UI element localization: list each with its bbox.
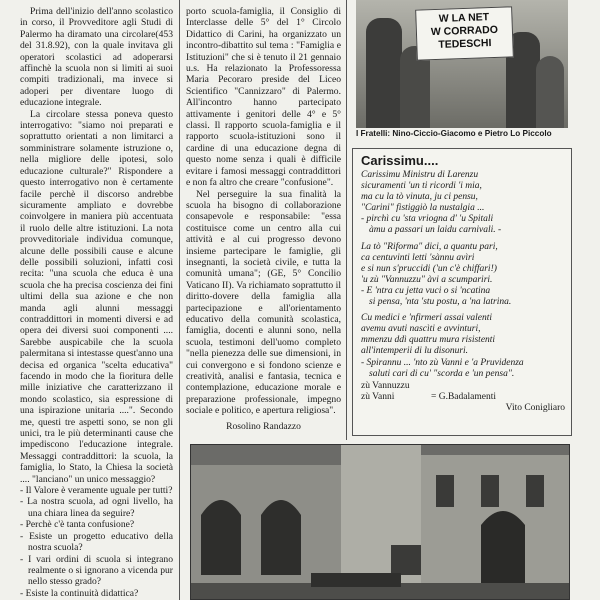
poem-line: saluti cari di cu' "scorda e 'un pensa". — [369, 368, 515, 379]
arched-window — [261, 500, 301, 575]
column-divider — [179, 0, 180, 600]
article-author: Rosolino Randazzo — [226, 420, 301, 432]
question-item: - Il Valore è veramente uguale per tutti? — [20, 485, 173, 497]
poem-line: avemu avuti nascìti e avvinturi, — [361, 324, 481, 335]
arched-window — [201, 500, 241, 575]
article-paragraph: Prima dell'inizio dell'anno scolastico in corso, il Provveditore agli Studi di Palermo ha diramato una circolare(453 del 31.8.92), con la quale invitava gli operatori scolastici ad adoperarsi affinchè la scuola non si limiti ai suoi compiti tradizionali, ma invece si adoperi per diventare luogo di educazione integrale. — [20, 6, 173, 109]
poem-line: ca centuvinti letti 'sànnu avìri — [361, 252, 475, 263]
window — [481, 475, 499, 507]
sign-line: W LA NET — [438, 11, 490, 25]
poem-line: - E 'ntra cu jetta vuci o si 'ncatina — [361, 285, 491, 296]
question-list — [20, 485, 173, 599]
poem-line: si pensa, 'nta 'stu postu, a 'na latrina. — [369, 297, 512, 308]
poem-box — [352, 148, 572, 436]
column-divider — [346, 0, 347, 440]
poem-line: "Carini" fistiggiò la nustalgia ... — [361, 203, 485, 214]
poem-line: Cu medici e 'nfirmeri assai valenti — [361, 313, 493, 324]
poem-line: La tò "Riforma" dici, a quantu pari, — [361, 241, 498, 252]
window — [526, 475, 544, 507]
poem-stanza — [361, 242, 565, 309]
street-scene-illustration — [191, 445, 570, 600]
photo-street-building — [190, 444, 570, 600]
question-item: - Perchè c'è tanta confusione? — [20, 519, 135, 531]
sign-line: W CORRADO — [430, 23, 499, 39]
signoff-name: zù Vannuzzu — [361, 380, 410, 391]
photo-caption: I Fratelli: Nino-Ciccio-Giacomo e Pietro Lo Piccolo — [356, 129, 552, 138]
poem-signoff — [361, 381, 565, 392]
question-item: - La nostra scuola, ad ogni livello, ha una chiara linea da seguire? — [20, 496, 173, 519]
protest-sign — [415, 6, 514, 60]
question-item: - Esiste la continuità didattica? — [20, 587, 139, 599]
poem-stanza — [361, 313, 565, 380]
poem-line: - pirchì cu 'sta vriogna d' 'u Spitali — [361, 214, 494, 225]
poem-line: sicuramenti 'un ti ricordi 'i mia, — [361, 181, 482, 192]
child-figure — [366, 18, 402, 128]
poem-line: Carissimu Ministru di Larenzu — [361, 170, 479, 180]
window — [436, 475, 454, 507]
signoff-name: zù Vanni — [361, 391, 395, 402]
poem-line: àmu a passari un laidu carnivali. - — [369, 225, 502, 236]
question-item: - I vari ordini di scuola si integrano realmente o si ignorano a vicenda pur nello stesso grado? — [20, 553, 173, 588]
poem-line: - Spirannu ... 'nto zù Vanni e 'a Pruvidenza — [361, 357, 524, 368]
question-item: - Esiste un progetto educativo della nostra scuola? — [20, 530, 173, 554]
poem-signoff — [361, 392, 565, 403]
poem-line: 'u zù "Vannuzzu" àvi a scumpariri. — [361, 274, 493, 285]
photo-brothers-with-sign — [356, 0, 568, 128]
poem-stanza — [361, 170, 565, 237]
article-column-2 — [186, 0, 341, 432]
article-paragraph: Nel perseguire la sua finalità la scuola ha bisogno di collaborazione consapevole e responsabile: "essa costituisce come un centro alla cui attività e al cui progresso devono insieme partecipare le famiglie, gli insegnanti, la società civile, e tutta la comunità umana"; (GE, 5° Concilio Vaticano II). Va richiamato soprattutto il diritto-dovere della famiglia alla partecipazione e all'orientamento educativo della comunità scolastica, famiglia, docenti e alunni sono, nella scuola, testimoni dell'uomo completo "nella pienezza delle sue dimensioni, in cui convergono e si fondono scienze e creatività, analisi e fantasia, tecnica e contemplazione, educazione morale e preparazione professionale, impegno sociale e politico, e apertura religiosa". — [186, 188, 341, 417]
poem-line: all'intemperii di lu disonuri. — [361, 346, 469, 357]
child-figure — [536, 56, 564, 128]
article-paragraph: porto scuola-famiglia, il Consiglio di Interclasse delle 5° del 1° Circolo Didattico di Carini, ha organizzato un incontro-dibattito sul tema : "Famiglia e Istituzioni" che si è tenuto il 21 gennaio u.s. Ha relazionato la Professoressa Maria Pecoraro preside del Liceo Scientifico "Cannizzaro" di Palermo. All'incontro hanno partecipato attivamente i genitori delle 4° e 5° classi. Il rapporto scuola-famiglia e il rapporto scuola-istituzioni sono il cardine di una educazione degna di questo nome senza i quali è difficile evitare i famosi messaggi contraddittori e non fa altro che creare "confusione". — [186, 6, 341, 189]
car — [311, 573, 401, 587]
poem-line: mmenzu ddì quattru mura risistenti — [361, 335, 496, 346]
poem-title: Carissimu.... — [361, 153, 439, 168]
article-column-1 — [20, 0, 173, 599]
poem-author: Vito Conigliaro — [505, 402, 565, 413]
article-paragraph: La circolare stessa poneva questo interrogativo: "siamo noi preparati e soprattutto orientati a non limitarci a somministrare solamente istruzione o, nella migliore delle ipotesi, solo educazione culturale?" Rispondere a questo interrogativo non è certamente facile perchè il discorso andrebbe sicuramente ampliato e dovrebbe coinvolgere in maniera più accentuata il ruolo delle altre istituzioni. La nota provveditoriale individua comunque, alcune delle possibili cause e alcune delle possibili soluzioni, infatti così recita: "una scuola che educa è una scuola che ha precisa coscienza dei fini ultimi della sua azione e che non manda agli alunni messaggi contraddittori in momenti diversi e ad opera dei diversi suoi componenti .... Sarebbe auspicabile che la scuola palermitana si intestasse quest'anno una decisa ed organica "scelta educativa" facendo in modo che la fioritura delle mille iniziative che caratterizzano il mondo scolastico, sia espressione di una ispirazione unitaria ....". Secondo me, questi tre aspetti sono, se non gli unici, tra le più determinanti cause che impediscono l'educazione integrale. Messaggi contraddittori: la scuola, la famiglia, lo Stato, la Chiesa la società .... "lanciano" un unico messaggio? — [20, 108, 173, 485]
poem-line: ma cu la tò vinuta, ju ci pensu, — [361, 192, 478, 203]
signoff-note: = G.Badalamenti — [431, 391, 496, 402]
sign-line: TEDESCHI — [438, 37, 492, 51]
poem-line: e si nun s'pruccidi ('un c'è chiffari!) — [361, 263, 497, 274]
